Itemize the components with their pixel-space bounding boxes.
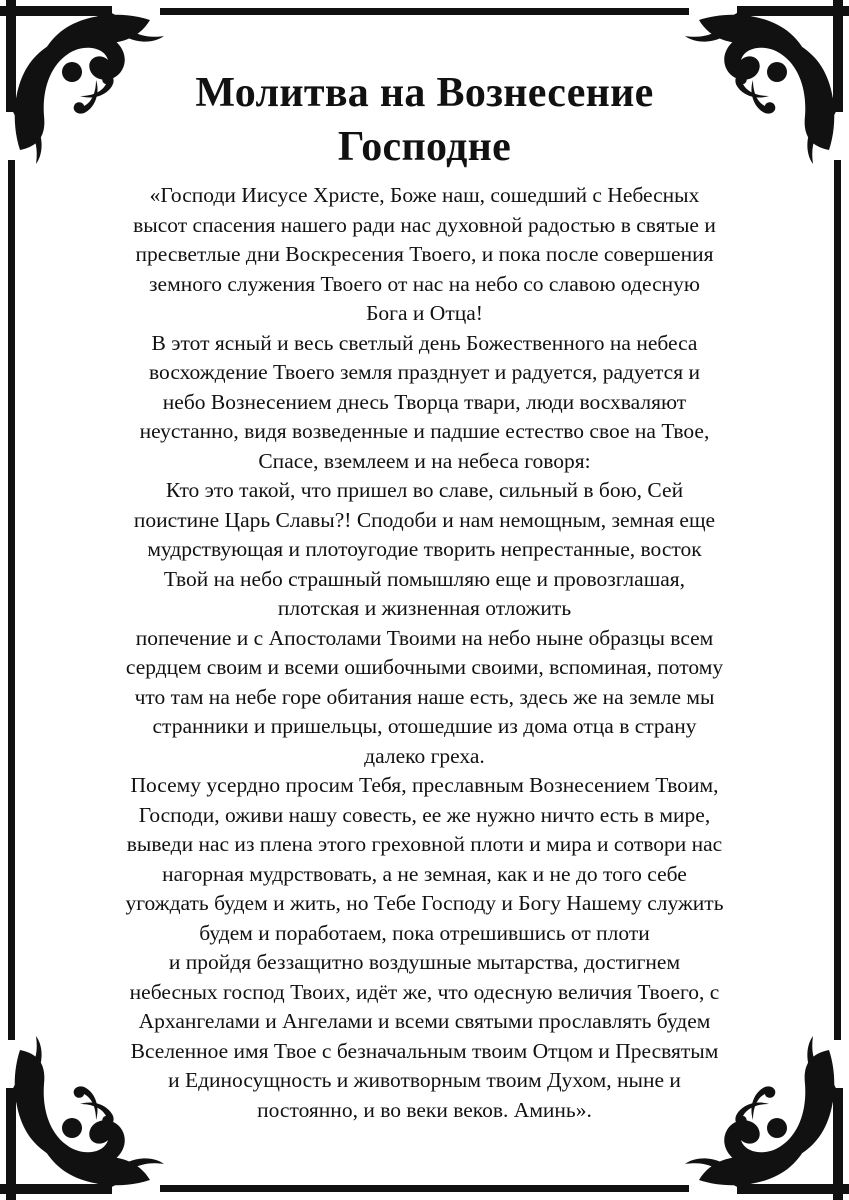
prayer-line: Посему усердно просим Тебя, преславным Вознесением Твоим,: [130, 773, 719, 797]
prayer-line: Архангелами и Ангелами и всеми святыми прославлять будем: [138, 1009, 711, 1033]
prayer-line: Бога и Отца!: [366, 301, 483, 325]
prayer-line: высот спасения нашего ради нас духовной радостью в святые и: [133, 212, 716, 237]
prayer-line: небесных господ Твоих, идёт же, что одесную величия Твоего, с: [129, 979, 720, 1004]
prayer-line: и пройдя беззащитно воздушные мытарства, достигнем: [168, 950, 681, 974]
prayer-line: попечение и с Апостолами Твоими на небо ныне образцы всем: [135, 625, 714, 650]
frame-right-line: [834, 160, 841, 1040]
title-line-2: Господне: [337, 124, 512, 170]
prayer-line: «Господи Иисусе Христе, Боже наш, сошедший с Небесных: [149, 183, 700, 207]
prayer-line: постоянно, и во веки веков. Аминь».: [257, 1097, 592, 1122]
prayer-line: Вселенное имя Твое с безначальным твоим Отцом и Пресвятым: [130, 1038, 719, 1063]
prayer-line: земного служения Твоего от нас на небо со славою одесную: [149, 271, 700, 296]
prayer-line: выведи нас из плена этого греховной плоти и мира и сотвори нас: [126, 832, 723, 856]
title-line-1: Молитва на Вознесение: [195, 70, 654, 116]
frame-bottom-line: [160, 1185, 689, 1192]
page-title: [0, 66, 849, 174]
prayer-line: мудрствующая и плотоугодие творить непрестанные, восток: [147, 537, 702, 561]
frame-left-line: [8, 160, 15, 1040]
prayer-line: сердцем своим и всеми ошибочными своими, вспоминая, потому: [125, 655, 724, 679]
prayer-line: Господи, оживи нашу совесть, ее же нужно ничто есть в мире,: [138, 802, 711, 827]
prayer-line: В этот ясный и весь светлый день Божественного на небеса: [151, 330, 698, 355]
prayer-line: Кто это такой, что пришел во славе, сильный в бою, Сей: [165, 478, 684, 502]
prayer-line: пресветлые дни Воскресения Твоего, и пока после совершения: [135, 242, 714, 266]
prayer-line: плотская и жизненная отложить: [277, 596, 572, 620]
prayer-line: неустанно, видя возведенные и падшие естество свое на Твое,: [139, 419, 710, 443]
prayer-line: и Единосущность и животворным твоим Духом, ныне и: [168, 1068, 681, 1092]
prayer-line: небо Вознесением днесь Творца твари, люди восхваляют: [162, 389, 687, 414]
prayer-line: что там на небе горе обитания наше есть, здесь же на земле мы: [134, 684, 715, 709]
prayer-line: Твой на небо страшный помышляю еще и провозглашая,: [163, 566, 686, 591]
prayer-line: Спасе, вземлеем и на небеса говоря:: [258, 448, 591, 473]
frame-top-line: [160, 8, 689, 15]
prayer-line: угождать будем и жить, но Тебе Господу и Богу Нашему служить: [125, 891, 724, 915]
prayer-line: далеко греха.: [364, 743, 485, 768]
prayer-line: нагорная мудрствовать, а не земная, как и не до того себе: [162, 861, 687, 886]
prayer-line: странники и пришельцы, отошедшие из дома отца в страну: [152, 714, 697, 738]
prayer-text: [85, 181, 764, 1125]
prayer-line: будем и поработаем, пока отрешившись от плоти: [199, 920, 650, 945]
prayer-line: поистине Царь Славы?! Сподоби и нам немощным, земная еще: [133, 507, 716, 532]
prayer-line: восхождение Твоего земля празднует и радуется, радуется и: [149, 360, 700, 384]
